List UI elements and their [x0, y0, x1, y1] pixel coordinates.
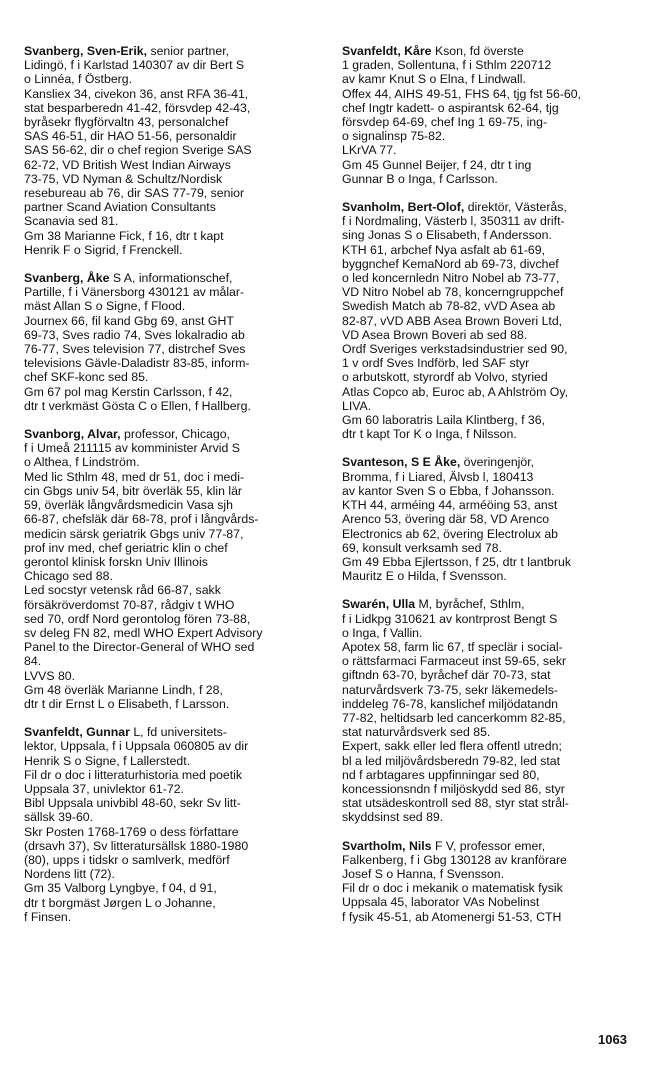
entry-line: [24, 214, 314, 228]
entry-text: M, byråchef, Sthlm,: [415, 597, 525, 612]
entry-line: [24, 697, 314, 711]
entry-line: [342, 512, 632, 526]
entry-line: [342, 725, 632, 739]
entry-text: 69-73, Sves radio 74, Sves lokalradio ab: [24, 327, 245, 342]
entry-name: Svanholm, Bert-Olof,: [342, 200, 465, 215]
entry-line: [342, 541, 632, 555]
entry-text: f fysik 45-51, ab Atomenergi 51-53, CTH: [342, 909, 562, 924]
entry-line: [24, 370, 314, 384]
entry-text: försäkröverdomst 70-87, rådgiv t WHO: [24, 597, 235, 612]
entry-text: lektor, Uppsala, f i Uppsala 060805 av dir: [24, 739, 249, 754]
entry-text: televisions Gävle-Daladistr 83-85, inform-: [24, 356, 250, 371]
entry-text: Ordf Sveriges verkstadsindustrier sed 90,: [342, 342, 568, 357]
entry-text: Offex 44, AIHS 49-51, FHS 64, tjg fst 56-60,: [342, 86, 582, 101]
entry-line: [342, 385, 632, 399]
entry-text: Josef S o Hanna, f Svensson.: [342, 866, 505, 881]
entry-line: [342, 413, 632, 427]
entry-line: [342, 484, 632, 498]
entry-text: 66-87, chefsläk där 68-78, prof i långvårds-: [24, 512, 259, 527]
entry-text: partner Scand Aviation Consultants: [24, 200, 216, 215]
entry-text: 62-72, VD British West Indian Airways: [24, 157, 231, 172]
entry-line: [342, 796, 632, 810]
entry-text: Chicago sed 88.: [24, 569, 113, 584]
entry-text: överingenjör,: [460, 455, 535, 470]
entry-name: Svanfeldt, Kåre: [342, 44, 432, 58]
entry-text: Fil dr o doc i mekanik o matematisk fysik: [342, 881, 563, 896]
entry-text: 69, konsult verksamh sed 78.: [342, 540, 502, 555]
entry-line: [342, 697, 632, 711]
entry-text: o Inga, f Vallin.: [342, 625, 423, 640]
entry-line: [342, 569, 632, 583]
biography-entry: [342, 455, 632, 583]
entry-text: Bromma, f i Liared, Älvsb l, 180413: [342, 469, 534, 484]
entry-line: [342, 214, 632, 228]
entry-text: sed 70, ordf Nord gerontolog fören 73-88,: [24, 611, 251, 626]
biography-entry: [24, 271, 314, 413]
entry-text: 84.: [24, 654, 42, 669]
entry-line: [24, 569, 314, 583]
entry-text: 76-77, Sves television 77, distrchef Sves: [24, 342, 246, 357]
entry-line: [342, 370, 632, 384]
entry-text: f i Lidkpg 310621 av kontrprost Bengt S: [342, 611, 558, 626]
entry-line: [24, 768, 314, 782]
entry-line: [24, 867, 314, 881]
entry-line: [342, 243, 632, 257]
entry-text: F V, professor emer,: [431, 838, 546, 853]
entry-line: [24, 356, 314, 370]
entry-line: [24, 229, 314, 243]
entry-line: [24, 598, 314, 612]
entry-line: [342, 881, 632, 895]
entry-line: [342, 101, 632, 115]
entry-text: resebureau ab 76, dir SAS 77-79, senior: [24, 186, 245, 201]
entry-text: sv deleg FN 82, medl WHO Expert Advisory: [24, 625, 263, 640]
entry-line: [342, 328, 632, 342]
entry-line: [342, 668, 632, 682]
entry-text: 77-82, heltidsarb led cancerkomm 82-85,: [342, 710, 566, 725]
entry-line: [24, 583, 314, 597]
entry-text: Henrik S o Signe, f Lallerstedt.: [24, 753, 191, 768]
entry-line: [24, 683, 314, 697]
entry-line: [24, 129, 314, 143]
entry-text: Uppsala 37, univlektor 61-72.: [24, 781, 184, 796]
entry-text: medicin särsk geriatrik Gbgs univ 77-87,: [24, 526, 244, 541]
entry-text: mäst Allan S o Signe, f Flood.: [24, 299, 186, 314]
entry-line: [342, 910, 632, 924]
entry-text: bl a led miljövårdsberedn 79-82, led stat: [342, 753, 561, 768]
entry-line: [24, 200, 314, 214]
entry-line: [24, 328, 314, 342]
entry-text: Nordens litt (72).: [24, 867, 115, 882]
entry-text: Gm 48 överläk Marianne Lindh, f 28,: [24, 682, 223, 697]
entry-text: av kamr Knut S o Elna, f Lindwall.: [342, 72, 526, 87]
entry-text: VD Nitro Nobel ab 78, koncerngruppchef: [342, 285, 564, 300]
entry-line: [342, 427, 632, 441]
entry-text: Gm 49 Ebba Ejlertsson, f 25, dtr t lantbruk: [342, 554, 571, 569]
entry-name: Svanberg, Åke: [24, 271, 110, 286]
entry-line: [24, 87, 314, 101]
entry-line: [24, 853, 314, 867]
entry-text: direktör, Västerås,: [464, 200, 567, 215]
biography-entry: [24, 725, 314, 924]
entry-line: [24, 172, 314, 186]
entry-line: [24, 115, 314, 129]
entry-text: dtr t dir Ernst L o Elisabeth, f Larsson.: [24, 696, 230, 711]
entry-text: f i Nordmaling, Västerb l, 350311 av drift-: [342, 214, 565, 229]
entry-line: [342, 612, 632, 626]
entry-text: Gm 67 pol mag Kerstin Carlsson, f 42,: [24, 384, 233, 399]
entry-line: [342, 527, 632, 541]
entry-line: [342, 782, 632, 796]
column-left: [24, 44, 314, 938]
entry-text: koncessionsndn f miljöskydd sed 86, styr: [342, 781, 565, 796]
entry-text: försvdep 64-69, chef Ing 1 69-75, ing-: [342, 115, 548, 130]
entry-name: Svanberg, Sven-Erik,: [24, 44, 148, 58]
entry-line: [342, 810, 632, 824]
entry-line: [342, 711, 632, 725]
entry-text: SAS 46-51, dir HAO 51-56, personaldir: [24, 129, 237, 144]
entry-line: [342, 895, 632, 909]
entry-text: cin Gbgs univ 54, bitr överläk 55, klin lär: [24, 483, 243, 498]
entry-text: Mauritz E o Hilda, f Svensson.: [342, 569, 507, 584]
entry-text: Uppsala 45, laborator VAs Nobelinst: [342, 895, 540, 910]
entry-line: [24, 839, 314, 853]
entry-text: av kantor Sven S o Ebba, f Johansson.: [342, 483, 555, 498]
entry-line: [24, 427, 314, 441]
entry-line: [342, 172, 632, 186]
entry-line: [24, 285, 314, 299]
entry-line: [342, 143, 632, 157]
entry-line: [342, 498, 632, 512]
entry-line: [342, 356, 632, 370]
entry-text: 73-75, VD Nyman & Schultz/Nordisk: [24, 171, 223, 186]
entry-line: [342, 455, 632, 469]
entry-text: o led koncernledn Nitro Nobel ab 73-77,: [342, 271, 560, 286]
entry-text: Electronics ab 62, övering Electrolux ab: [342, 526, 558, 541]
entry-line: [24, 44, 314, 58]
entry-text: LKrVA 77.: [342, 143, 397, 158]
entry-line: [342, 257, 632, 271]
entry-text: KTH 61, arbchef Nya asfalt ab 61-69,: [342, 242, 546, 257]
entry-text: o signalinsp 75-82.: [342, 129, 446, 144]
entry-line: [342, 115, 632, 129]
entry-text: Journex 66, fil kand Gbg 69, anst GHT: [24, 313, 234, 328]
entry-text: Lidingö, f i Karlstad 140307 av dir Bert S: [24, 58, 245, 73]
entry-line: [24, 58, 314, 72]
entry-name: Svanborg, Alvar,: [24, 427, 121, 442]
entry-text: Apotex 58, farm lic 67, tf speclär i social-: [342, 639, 563, 654]
entry-line: [342, 853, 632, 867]
entry-line: [24, 271, 314, 285]
biography-entry: [342, 839, 632, 924]
entry-line: [342, 768, 632, 782]
entry-text: sällsk 39-60.: [24, 810, 94, 825]
entry-text: skyddsinst sed 89.: [342, 810, 444, 825]
entry-text: Partille, f i Vänersborg 430121 av målar-: [24, 285, 245, 300]
entry-line: [342, 867, 632, 881]
entry-line: [24, 739, 314, 753]
entry-text: Gm 38 Marianne Fick, f 16, dtr t kapt: [24, 228, 224, 243]
entry-text: KTH 44, arméing 44, arméöing 53, anst: [342, 498, 558, 513]
entry-line: [24, 186, 314, 200]
entry-line: [24, 455, 314, 469]
entry-line: [342, 72, 632, 86]
entry-text: Gm 60 laboratris Laila Klintberg, f 36,: [342, 413, 546, 428]
biography-entry: [24, 427, 314, 711]
biography-entry: [342, 597, 632, 824]
biography-entry: [24, 44, 314, 257]
entry-line: [24, 881, 314, 895]
entry-line: [24, 441, 314, 455]
entry-text: sing Jonas S o Elisabeth, f Andersson.: [342, 228, 552, 243]
entry-text: inddeleg 76-78, kanslichef miljödatandn: [342, 696, 559, 711]
entry-text: gerontol klinisk forskn Univ Illinois: [24, 554, 208, 569]
entry-line: [342, 299, 632, 313]
entry-text: o Linnéa, f Östberg.: [24, 72, 133, 87]
entry-text: Led socstyr vetensk råd 66-87, sakk: [24, 583, 221, 598]
entry-text: f Finsen.: [24, 909, 72, 924]
entry-line: [342, 285, 632, 299]
entry-text: stat naturvårdsverk sed 85.: [342, 725, 491, 740]
entry-line: [24, 314, 314, 328]
entry-text: Med lic Sthlm 48, med dr 51, doc i medi-: [24, 469, 245, 484]
entry-line: [24, 825, 314, 839]
entry-text: Expert, sakk eller led flera offentl utredn;: [342, 739, 562, 754]
entry-line: [342, 87, 632, 101]
entry-line: [24, 399, 314, 413]
entry-text: Atlas Copco ab, Euroc ab, A Ahlström Oy,: [342, 384, 569, 399]
biography-entry: [342, 200, 632, 441]
entry-text: Skr Posten 1768-1769 o dess författare: [24, 824, 239, 839]
entry-line: [24, 555, 314, 569]
entry-line: [24, 654, 314, 668]
entry-text: nd f arbtagares uppfinningar sed 80,: [342, 767, 540, 782]
entry-text: SAS 56-62, dir o chef region Sverige SAS: [24, 143, 252, 158]
entry-text: Falkenberg, f i Gbg 130128 av kranförare: [342, 852, 567, 867]
column-right: [342, 44, 632, 938]
entry-line: [342, 129, 632, 143]
entry-text: Fil dr o doc i litteraturhistoria med poetik: [24, 767, 243, 782]
entry-line: [342, 228, 632, 242]
entry-text: dtr t borgmäst Jørgen L o Johanne,: [24, 895, 216, 910]
entry-name: Svanteson, S E Åke,: [342, 455, 461, 470]
entry-text: byggnchef KemaNord ab 69-73, divchef: [342, 256, 559, 271]
entry-text: (drsavh 37), Sv litteratursällsk 1880-1980: [24, 838, 249, 853]
entry-line: [24, 498, 314, 512]
entry-text: o Althea, f Lindström.: [24, 455, 140, 470]
entry-line: [342, 158, 632, 172]
entry-name: Swarén, Ulla: [342, 597, 416, 612]
entry-text: o rättsfarmaci Farmaceut inst 59-65, sekr: [342, 654, 567, 669]
entry-text: chef Ingtr kadett- o aspirantsk 62-64, tjg: [342, 100, 559, 115]
entry-text: naturvårdsverk 73-75, sekr läkemedels-: [342, 682, 558, 697]
entry-line: [342, 314, 632, 328]
entry-text: Gm 35 Valborg Lyngbye, f 04, d 91,: [24, 881, 217, 896]
entry-text: senior partner,: [147, 44, 230, 58]
entry-text: LVVS 80.: [24, 668, 76, 683]
entry-line: [342, 58, 632, 72]
entry-line: [24, 101, 314, 115]
entry-line: [24, 470, 314, 484]
entry-line: [342, 342, 632, 356]
entry-text: 1 graden, Sollentuna, f i Sthlm 220712: [342, 58, 552, 73]
entry-line: [342, 683, 632, 697]
entry-line: [24, 512, 314, 526]
entry-text: L, fd universitets-: [129, 725, 227, 740]
page-number: 1063: [598, 1032, 627, 1047]
entry-text: Arenco 53, övering där 58, VD Arenco: [342, 512, 550, 527]
entry-text: Scanavia sed 81.: [24, 214, 119, 229]
entry-line: [24, 796, 314, 810]
entry-line: [342, 271, 632, 285]
entry-line: [24, 640, 314, 654]
entry-text: f i Umeå 211115 av komminister Arvid S: [24, 441, 240, 456]
entry-text: dtr t verkmäst Gösta C o Ellen, f Hallberg.: [24, 398, 251, 413]
entry-line: [342, 44, 632, 58]
entry-line: [342, 200, 632, 214]
entry-line: [342, 654, 632, 668]
entry-text: Gunnar B o Inga, f Carlsson.: [342, 171, 498, 186]
entry-line: [342, 839, 632, 853]
entry-line: [24, 342, 314, 356]
entry-line: [24, 612, 314, 626]
entry-text: byråsekr flygförvaltn 43, personalchef: [24, 115, 229, 130]
entry-line: [24, 910, 314, 924]
entry-text: o arbutskott, styrordf ab Volvo, styried: [342, 370, 548, 385]
entry-text: 1 v ordf Sves Indförb, led SAF styr: [342, 356, 530, 371]
entry-line: [342, 399, 632, 413]
entry-line: [24, 896, 314, 910]
entry-line: [24, 385, 314, 399]
entry-text: Kson, fd överste: [431, 44, 524, 58]
entry-text: stat utsädeskontroll sed 88, styr stat strål-: [342, 796, 569, 811]
entry-line: [342, 640, 632, 654]
entry-line: [342, 470, 632, 484]
entry-line: [24, 669, 314, 683]
entry-text: Kansliex 34, civekon 36, anst RFA 36-41,: [24, 86, 249, 101]
entry-line: [24, 541, 314, 555]
entry-text: 59, överläk långvårdsmedicin Vasa sjh: [24, 498, 233, 513]
entry-line: [342, 555, 632, 569]
entry-text: prof inv med, chef geriatric klin o chef: [24, 540, 228, 555]
entry-line: [24, 243, 314, 257]
entry-text: stat besparberedn 41-42, försvdep 42-43,: [24, 100, 251, 115]
entry-line: [342, 597, 632, 611]
entry-text: Panel to the Director-General of WHO sed: [24, 640, 255, 655]
entry-text: chef SKF-konc sed 85.: [24, 370, 149, 385]
entry-line: [24, 782, 314, 796]
entry-line: [342, 739, 632, 753]
entry-text: S A, informationschef,: [109, 271, 233, 286]
entry-name: Svartholm, Nils: [342, 838, 432, 853]
entry-line: [24, 754, 314, 768]
entry-text: Bibl Uppsala univbibl 48-60, sekr Sv litt-: [24, 796, 241, 811]
entry-text: LIVA.: [342, 398, 372, 413]
entry-text: 82-87, vVD ABB Asea Brown Boveri Ltd,: [342, 313, 563, 328]
entry-text: Henrik F o Sigrid, f Frenckell.: [24, 242, 183, 257]
entry-line: [24, 143, 314, 157]
entry-name: Svanfeldt, Gunnar: [24, 725, 130, 740]
entry-line: [24, 72, 314, 86]
entry-line: [24, 484, 314, 498]
entry-text: (80), upps i tidskr o samlverk, medförf: [24, 852, 230, 867]
entry-line: [24, 626, 314, 640]
entry-text: VD Asea Brown Boveri ab sed 88.: [342, 327, 528, 342]
entry-text: giftndn 63-70, byråchef där 70-73, stat: [342, 668, 551, 683]
entry-line: [24, 810, 314, 824]
entry-line: [342, 754, 632, 768]
entry-line: [24, 299, 314, 313]
entry-line: [24, 158, 314, 172]
entry-line: [342, 626, 632, 640]
entry-text: Gm 45 Gunnel Beijer, f 24, dtr t ing: [342, 157, 532, 172]
biography-entry: [342, 44, 632, 186]
entry-text: professor, Chicago,: [120, 427, 230, 442]
entry-line: [24, 527, 314, 541]
entry-text: Swedish Match ab 78-82, vVD Asea ab: [342, 299, 556, 314]
entry-text: dtr t kapt Tor K o Inga, f Nilsson.: [342, 427, 517, 442]
entry-line: [24, 725, 314, 739]
